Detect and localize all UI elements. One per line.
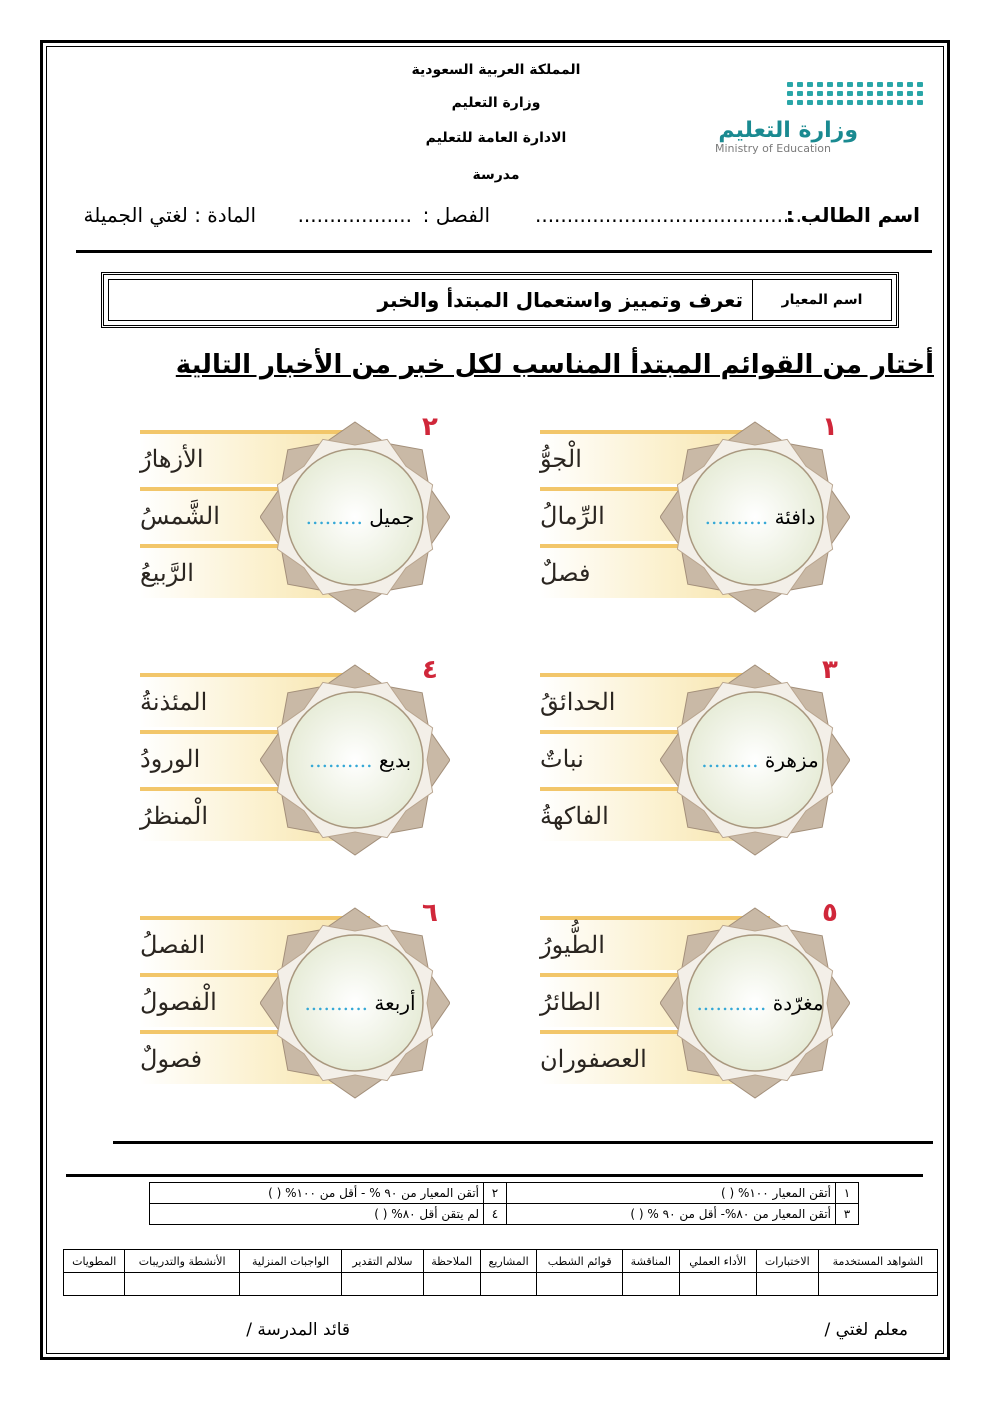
logo-dots-icon: [787, 82, 937, 109]
evidence-input-row: [64, 1273, 938, 1296]
predicate-with-blank: [290, 991, 430, 1015]
predicate-text: مزهرة: [764, 748, 819, 772]
answer-blank[interactable]: ...........: [696, 991, 767, 1015]
ministry-logo: [712, 82, 940, 162]
option-item[interactable]: الرَّبيعُ: [140, 544, 370, 598]
subject-label: المادة : لغتي الجميلة: [83, 203, 256, 227]
grading-row: [150, 1183, 859, 1204]
exercise-number: ٢: [422, 412, 438, 442]
standard-label: اسم المعيار: [752, 280, 891, 320]
answer-blank[interactable]: .........: [305, 505, 363, 529]
grade-number: ٤: [484, 1204, 507, 1225]
grading-top-rule: [66, 1174, 923, 1177]
exercise-card: [540, 655, 870, 873]
option-item[interactable]: الطائرُ: [540, 973, 770, 1027]
option-item[interactable]: الشَّمسُ: [140, 487, 370, 541]
evidence-header-cell: المطويات: [64, 1250, 125, 1273]
option-item[interactable]: الأزهارُ: [140, 430, 370, 484]
evidence-header-cell: الشواهد المستخدمة: [818, 1250, 937, 1273]
option-item[interactable]: الرِّمالُ: [540, 487, 770, 541]
option-item[interactable]: العصفوران: [540, 1030, 770, 1084]
evidence-input-cell[interactable]: [679, 1273, 756, 1296]
logo-arabic-text: وزارة التعليم: [718, 118, 858, 143]
evidence-input-cell[interactable]: [239, 1273, 341, 1296]
exercise-card: [540, 898, 870, 1116]
class-label: الفصل :: [422, 203, 490, 227]
evidence-input-cell[interactable]: [756, 1273, 818, 1296]
option-item[interactable]: فصولٌ: [140, 1030, 370, 1084]
grading-row: [150, 1204, 859, 1225]
evidence-input-cell[interactable]: [64, 1273, 125, 1296]
instruction-title: أختار من القوائم المبتدأ المناسب لكل خبر من الأخبار التالية: [175, 350, 934, 380]
exercises-bottom-rule: [113, 1141, 933, 1144]
header-school: مدرسة: [472, 167, 520, 183]
option-item[interactable]: الحدائقُ: [540, 673, 770, 727]
standard-text: تعرف وتمييز واستعمال المبتدأ والخبر: [377, 288, 743, 312]
exercise-card: [540, 412, 870, 630]
exercise-card: [140, 898, 470, 1116]
class-field[interactable]: ..................: [297, 203, 412, 227]
evidence-header-cell: الاختبارات: [756, 1250, 818, 1273]
header-ministry: وزارة التعليم: [451, 95, 541, 111]
grade-number: ٣: [836, 1204, 859, 1225]
exercise-card: [140, 412, 470, 630]
evidence-header-cell: الملاحظة: [423, 1250, 480, 1273]
option-item[interactable]: الورودُ: [140, 730, 370, 784]
grade-number: ١: [836, 1183, 859, 1204]
predicate-text: دافئة: [774, 505, 816, 529]
evidence-input-cell[interactable]: [623, 1273, 680, 1296]
evidence-input-cell[interactable]: [125, 1273, 239, 1296]
answer-blank[interactable]: ..........: [304, 991, 369, 1015]
option-item[interactable]: الْجوُّ: [540, 430, 770, 484]
evidence-input-cell[interactable]: [537, 1273, 623, 1296]
predicate-text: مغرّدة: [772, 991, 824, 1015]
evidence-header-cell: المناقشة: [623, 1250, 680, 1273]
option-item[interactable]: الطُّيورُ: [540, 916, 770, 970]
predicate-with-blank: [690, 991, 830, 1015]
student-name-field[interactable]: ..........................................: [534, 203, 802, 227]
predicate-with-blank: [690, 505, 830, 529]
standard-box: [101, 272, 899, 328]
header-directorate: الادارة العامة للتعليم: [425, 130, 567, 146]
predicate-with-blank: [290, 748, 430, 772]
answer-blank[interactable]: ..........: [704, 505, 769, 529]
exercise-number: ٦: [422, 898, 438, 928]
predicate-text: جميل: [369, 505, 415, 529]
evidence-header-cell: سلالم التقدير: [342, 1250, 423, 1273]
evidence-input-cell[interactable]: [818, 1273, 937, 1296]
exercise-number: ٥: [822, 898, 838, 928]
grade-text[interactable]: أتقن المعيار من ٩٠ % - أقل من ١٠٠% ( ): [150, 1183, 484, 1204]
student-info-line: [80, 203, 920, 233]
answer-blank[interactable]: ..........: [308, 748, 373, 772]
grade-text[interactable]: لم يتقن أقل ٨٠% ( ): [150, 1204, 484, 1225]
evidence-header-cell: الواجبات المنزلية: [239, 1250, 341, 1273]
evidence-input-cell[interactable]: [342, 1273, 423, 1296]
exercise-card: [140, 655, 470, 873]
exercise-number: ١: [822, 412, 838, 442]
evidence-header-row: [64, 1250, 938, 1273]
grade-text[interactable]: أتقن المعيار من ٨٠%- أقل من ٩٠ % ( ): [507, 1204, 836, 1225]
grade-number: ٢: [484, 1183, 507, 1204]
evidence-header-cell: الأداء العملي: [679, 1250, 756, 1273]
exercise-number: ٣: [822, 655, 838, 685]
evidence-input-cell[interactable]: [480, 1273, 536, 1296]
grading-table: [149, 1182, 859, 1225]
option-item[interactable]: الْفصولُ: [140, 973, 370, 1027]
evidence-header-cell: المشاريع: [480, 1250, 536, 1273]
exercise-number: ٤: [422, 655, 438, 685]
option-item[interactable]: المئذنةُ: [140, 673, 370, 727]
answer-blank[interactable]: .........: [701, 748, 759, 772]
option-item[interactable]: الفصلُ: [140, 916, 370, 970]
logo-english-text: Ministry of Education: [715, 142, 832, 155]
student-name-label: اسم الطالب :: [785, 203, 920, 227]
grade-text[interactable]: أتقن المعيار ١٠٠% ( ): [507, 1183, 836, 1204]
predicate-with-blank: [290, 505, 430, 529]
predicate-with-blank: [690, 748, 830, 772]
evidence-table: [63, 1249, 938, 1296]
evidence-input-cell[interactable]: [423, 1273, 480, 1296]
option-item[interactable]: الْمنظرُ: [140, 787, 370, 841]
header-divider: [76, 250, 932, 253]
option-item[interactable]: فصلٌ: [540, 544, 770, 598]
evidence-header-cell: قوائم الشطب: [537, 1250, 623, 1273]
principal-signature[interactable]: قائد المدرسة /: [246, 1320, 350, 1340]
evidence-header-cell: الأنشطة والتدريبات: [125, 1250, 239, 1273]
header-kingdom: المملكة العربية السعودية: [411, 62, 581, 78]
option-item[interactable]: الفاكهةُ: [540, 787, 770, 841]
teacher-signature[interactable]: معلم لغتي /: [824, 1320, 908, 1340]
predicate-text: أربعة: [374, 991, 416, 1015]
predicate-text: بديع: [378, 748, 412, 772]
option-item[interactable]: نباتٌ: [540, 730, 770, 784]
